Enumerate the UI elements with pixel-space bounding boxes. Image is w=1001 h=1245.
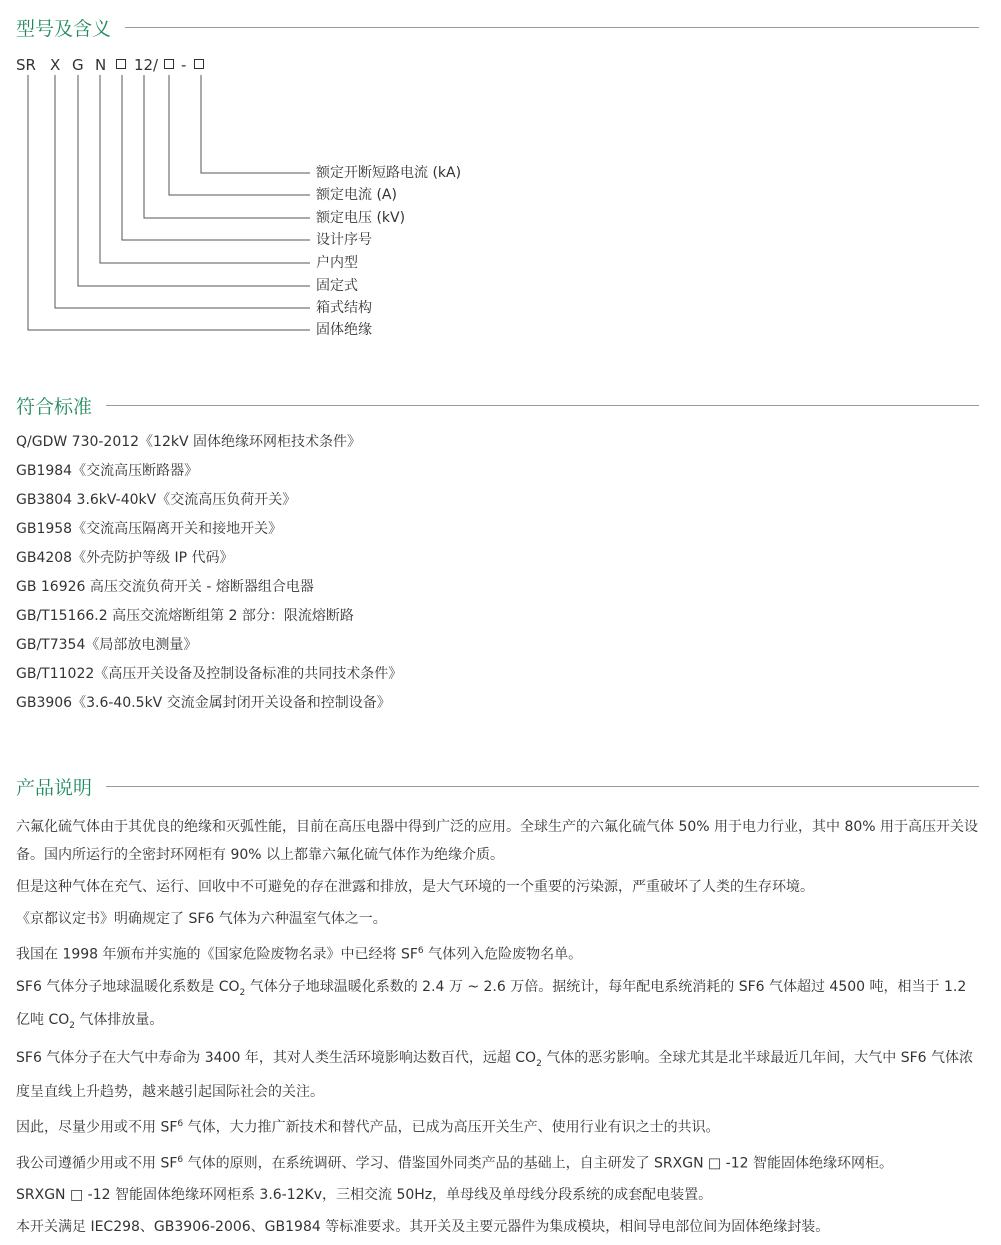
section-title-standards: 符合标准 — [16, 396, 93, 418]
code-slash: / — [153, 56, 159, 74]
text-span: SF6 气体分子在大气中寿命为 3400 年，其对人类生活环境影响达数百代，远超 CO — [16, 1050, 537, 1067]
list-item: GB1958《交流高压隔离开关和接地开关》 — [16, 521, 283, 537]
list-item: GB3804 3.6kV-40kV《交流高压负荷开关》 — [16, 492, 297, 508]
section-title-model: 型号及含义 — [16, 18, 112, 40]
meaning-box-structure: 箱式结构 — [316, 300, 372, 316]
section-divider — [106, 405, 979, 406]
code-g: G — [72, 56, 84, 74]
paragraph: 《京都议定书》明确规定了 SF6 气体为六种温室气体之一。 — [16, 911, 387, 927]
superscript: 6 — [417, 946, 424, 956]
paragraph: 六氟化硫气体由于其优良的绝缘和灭弧性能，目前在高压电器中得到广泛的应用。全球生产的六氟化硫气体 50% 用于电力行业，其中 80% 用于高压开关设备。国内所运行的全密封环网柜有 90% 以上都靠六氟化硫气体作为绝缘介质。 — [16, 819, 979, 863]
paragraph — [16, 973, 984, 1045]
meaning-solid-insulation: 固体绝缘 — [316, 322, 372, 338]
text-span: 气体的恶劣影响。全球尤其是北半球最近几年间，大气中 SF6 气体浓度呈直线上升趋势，越来越引起国际社会的关注。 — [16, 1050, 974, 1101]
meaning-rated-current: 额定电流 (A) — [316, 187, 397, 203]
superscript: 6 — [177, 1154, 184, 1165]
section-title-description: 产品说明 — [16, 777, 93, 799]
list-item: GB3906《3.6-40.5kV 交流金属封闭开关设备和控制设备》 — [16, 695, 391, 711]
connector-line — [122, 75, 310, 240]
text-span: 气体的原则，在系统调研、学习、借鉴国外同类产品的基础上，自主研发了 SRXGN □ -12 智能固体绝缘环网柜。 — [183, 1155, 893, 1172]
code-12: 12 — [134, 56, 154, 74]
text-span: 气体排放量。 — [74, 1012, 164, 1029]
connector-line — [55, 75, 310, 308]
text-span: 气体分子地球温暖化系数的 2.4 万 ~ 2.6 万倍。据统计，每年配电系统消耗的 SF6 气体超过 4500 吨，相当于 1.2 亿吨 CO — [16, 978, 967, 1029]
subscript: 2 — [239, 987, 246, 998]
meaning-indoor-type: 户内型 — [316, 255, 358, 271]
superscript: 6 — [177, 1119, 184, 1130]
code-dash: - — [181, 56, 187, 74]
text-span: SF6 气体分子地球温暖化系数是 CO — [16, 978, 240, 995]
model-connector-lines — [0, 0, 1001, 360]
meaning-rated-voltage: 额定电压 (kV) — [316, 210, 406, 226]
connector-line — [100, 75, 310, 263]
subscript: 2 — [536, 1059, 542, 1070]
list-item: Q/GDW 730-2012《12kV 固体绝缘环网柜技术条件》 — [16, 434, 362, 450]
list-item: GB1984《交流高压断路器》 — [16, 463, 199, 479]
text-span: 我公司遵循少用或不用 SF — [16, 1155, 178, 1172]
list-item: GB/T11022《高压开关设备及控制设备标准的共同技术条件》 — [16, 666, 403, 682]
paragraph — [16, 1110, 984, 1146]
text-span: 气体列入危险废物名单。 — [423, 946, 583, 963]
code-x: X — [50, 56, 61, 74]
paragraph: SRXGN □ -12 智能固体绝缘环网柜系 3.6-12Kv，三相交流 50Hz，单母线及单母线分段系统的成套配电装置。 — [16, 1187, 713, 1204]
meaning-rated-breaking-current: 额定开断短路电流 (kA) — [316, 165, 462, 181]
text-span: 我国在 1998 年颁布并实施的《国家危险废物名录》中已经将 SF — [16, 946, 418, 963]
connector-line — [78, 75, 310, 286]
list-item: GB4208《外壳防护等级 IP 代码》 — [16, 550, 234, 566]
code-sr: SR — [16, 56, 36, 74]
list-item: GB/T7354《局部放电测量》 — [16, 637, 198, 653]
subscript: 2 — [69, 1021, 75, 1032]
meaning-design-number: 设计序号 — [316, 232, 372, 248]
code-n: N — [95, 56, 107, 74]
connector-line — [169, 75, 310, 195]
paragraph: 本开关满足 IEC298、GB3906-2006、GB1984 等标准要求。其开关及主要元器件为集成模块，相间导电部位间为固体绝缘封装。 — [16, 1219, 830, 1236]
list-item: GB 16926 高压交流负荷开关 - 熔断器组合电器 — [16, 579, 314, 595]
text-span: 因此，尽量少用或不用 SF — [16, 1119, 178, 1136]
text-span: 气体，大力推广新技术和替代产品，已成为高压开关生产、使用行业有识之士的共识。 — [183, 1119, 720, 1136]
paragraph — [16, 1044, 984, 1110]
section-divider — [106, 786, 979, 787]
paragraph: 但是这种气体在充气、运行、回收中不可避免的存在泄露和排放，是大气环境的一个重要的污染源，严重破坏了人类的生存环境。 — [16, 879, 814, 895]
paragraph — [16, 1146, 984, 1182]
paragraph — [16, 937, 984, 973]
meaning-fixed-type: 固定式 — [316, 278, 358, 294]
section-header-description — [16, 773, 979, 800]
product-description — [16, 813, 984, 1245]
list-item: GB/T15166.2 高压交流熔断组第 2 部分：限流熔断路 — [16, 608, 354, 624]
standards-list — [16, 433, 402, 723]
connector-line — [201, 75, 310, 173]
section-header-standards — [16, 392, 979, 419]
